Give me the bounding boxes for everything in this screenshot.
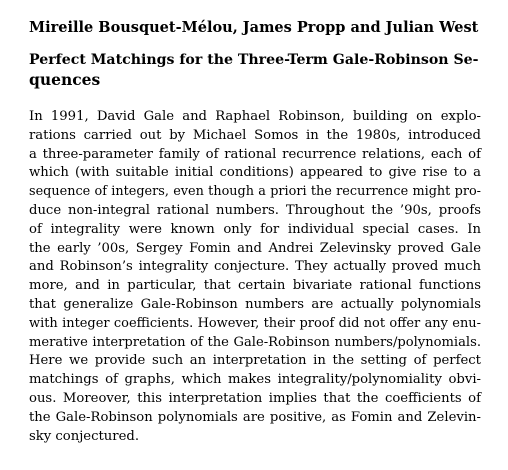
paper-abstract-page	[29, 18, 481, 446]
abstract-line: the Gale-Robinson polynomials are positive, as Fomin and Zelevin-	[29, 409, 481, 425]
abstract-line: merative interpretation of the Gale-Robinson numbers/polynomials.	[29, 334, 481, 350]
paper-title	[29, 50, 481, 90]
title-line: Perfect Matchings for the Three-Term Gale-Robinson Se-	[29, 52, 479, 68]
title-line: quences	[29, 70, 101, 89]
abstract-line: rations carried out by Michael Somos in the 1980s, introduced	[29, 127, 481, 143]
abstract-line: sky conjectured.	[29, 428, 140, 444]
abstract-line: and Robinson’s integrality conjecture. They actually proved much	[29, 259, 481, 275]
abstract-line: Here we provide such an interpretation in the setting of perfect	[29, 353, 481, 369]
abstract-line: In 1991, David Gale and Raphael Robinson, building on explo-	[29, 109, 481, 124]
abstract-line: of integrality were known only for individual special cases. In	[29, 221, 481, 237]
abstract-line: more, and in particular, that certain bivariate rational functions	[29, 278, 481, 294]
abstract-line: a three-parameter family of rational recurrence relations, each of	[29, 146, 481, 162]
abstract-line: sequence of integers, even though a priori the recurrence might pro-	[29, 184, 481, 200]
abstract-line: which (with suitable initial conditions) appeared to give rise to a	[29, 165, 481, 181]
abstract-line: ous. Moreover, this interpretation implies that the coefficients of	[29, 390, 481, 406]
authors: Mireille Bousquet-Mélou, James Propp and Julian West	[29, 19, 479, 36]
abstract-line: duce non-integral rational numbers. Throughout the ’90s, proofs	[29, 202, 481, 218]
abstract-line: with integer coefficients. However, their proof did not offer any enu-	[29, 315, 481, 331]
abstract-line: the early ’00s, Sergey Fomin and Andrei Zelevinsky proved Gale	[29, 240, 481, 256]
abstract-line: that generalize Gale-Robinson numbers are actually polynomials	[29, 296, 481, 312]
abstract	[29, 108, 481, 446]
abstract-line: matchings of graphs, which makes integrality/polynomiality obvi-	[29, 372, 481, 388]
